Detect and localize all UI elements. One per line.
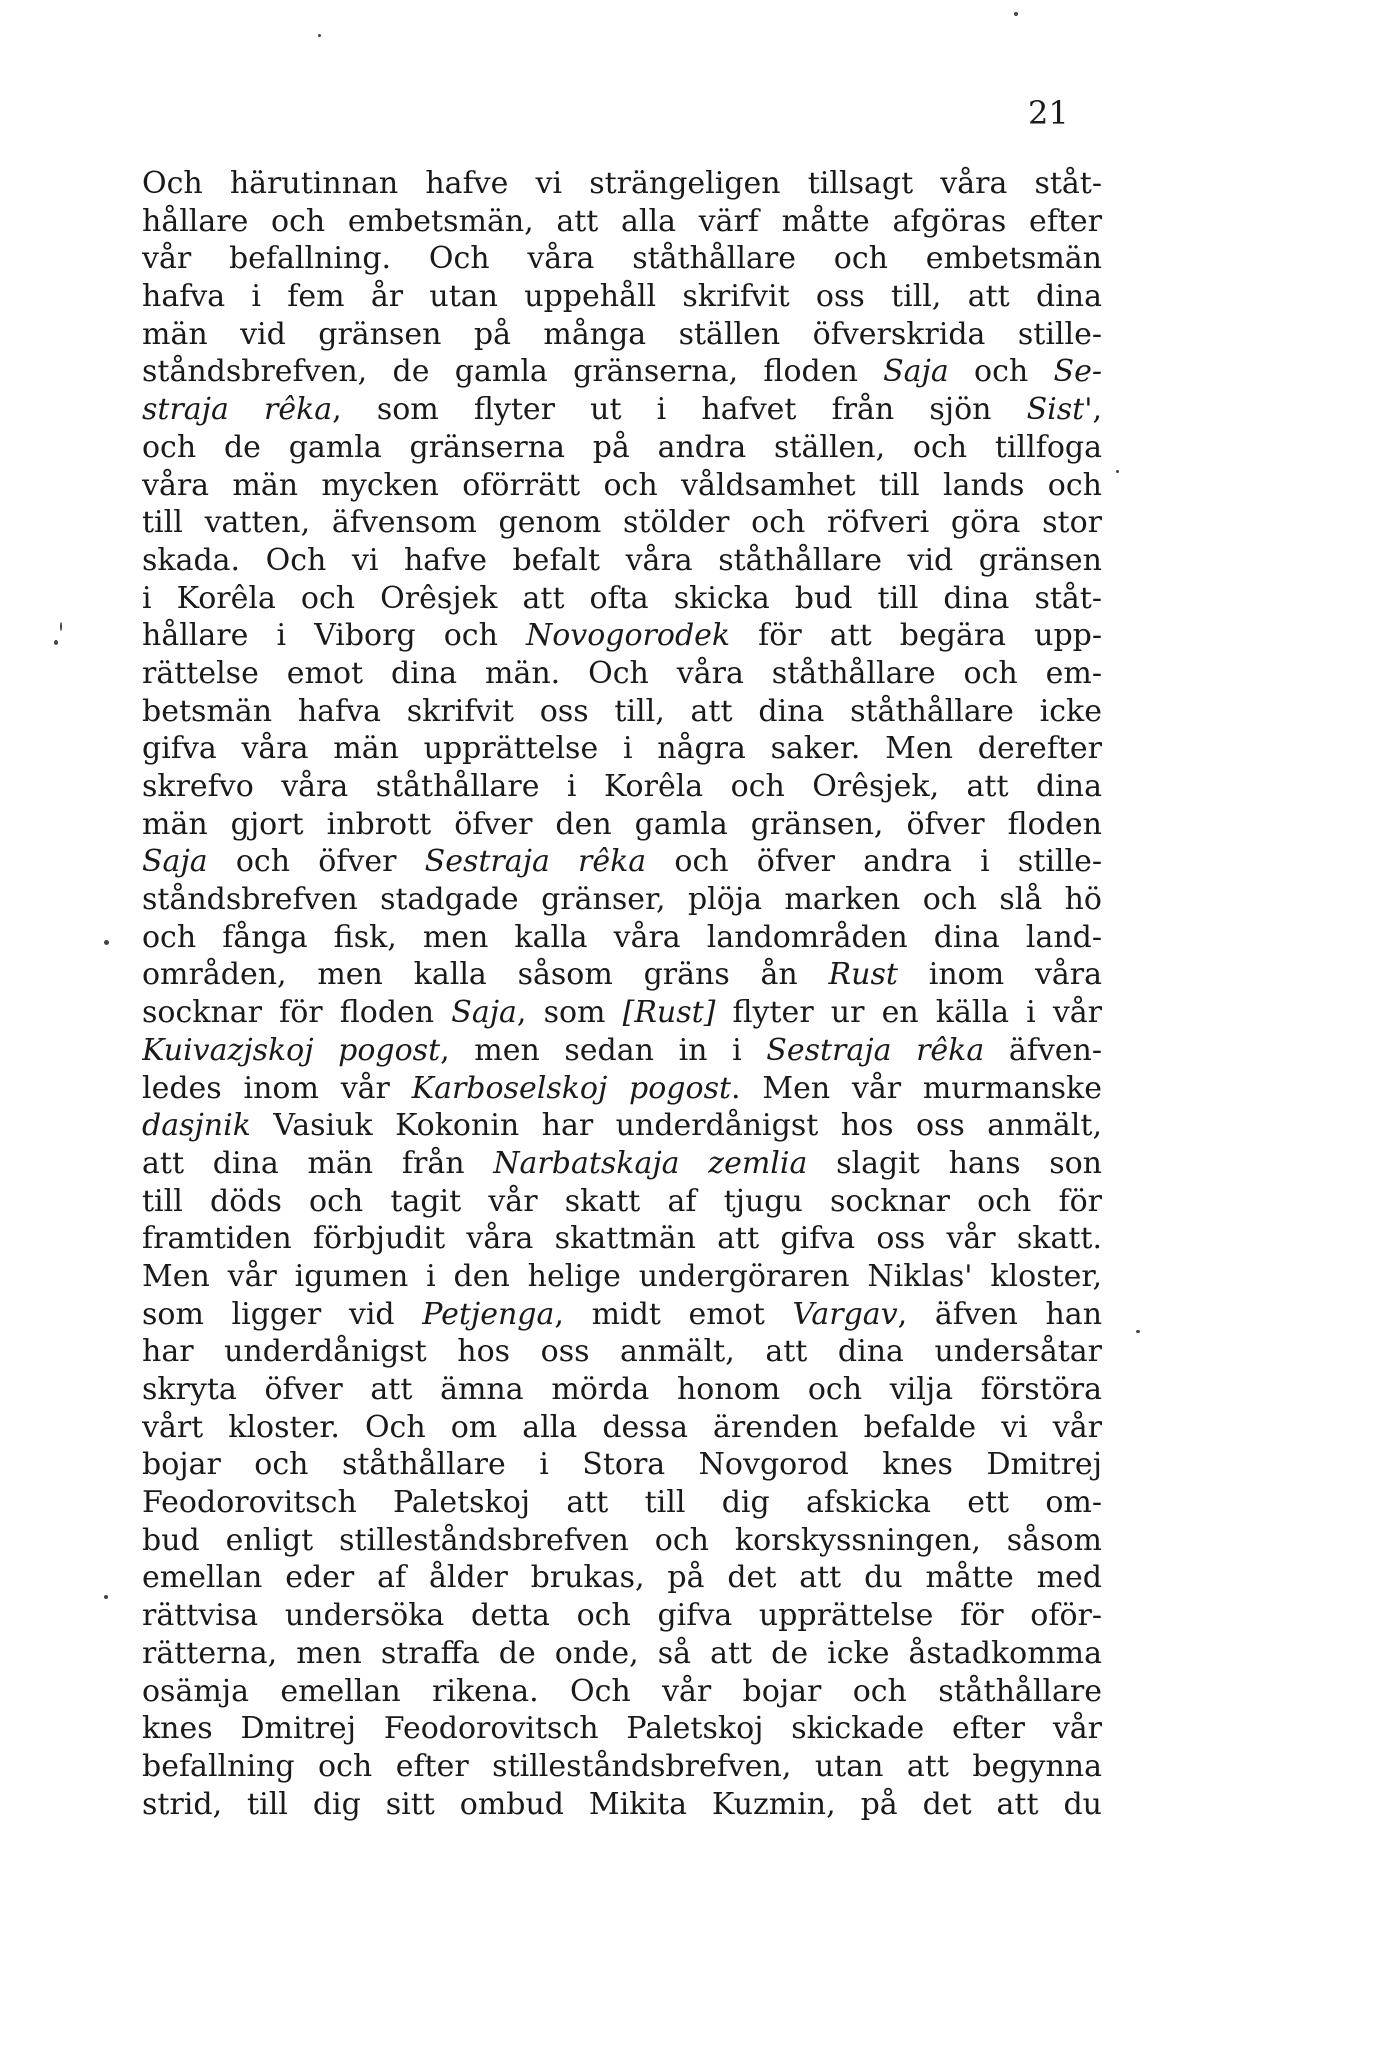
text-line [142, 1409, 1102, 1447]
text-line [142, 617, 1102, 655]
italic-term: dasjnik [142, 1108, 251, 1144]
italic-term: Vargav [792, 1296, 898, 1332]
text-segment: osämja emellan rikena. Och vår bojar och ståthållare [142, 1673, 1102, 1709]
text-line [142, 1673, 1102, 1711]
text-segment: Vasiuk Kokonin har underdånigst hos oss anmält, [250, 1108, 1102, 1144]
italic-term: Sestraja rêka [766, 1032, 985, 1068]
text-line [142, 1635, 1102, 1673]
text-line [142, 1258, 1102, 1296]
text-segment: . Men vår murmanske [731, 1070, 1102, 1106]
scan-speck [54, 640, 58, 645]
text-line [142, 1597, 1102, 1635]
scan-speck [1014, 12, 1018, 16]
text-segment: skada. Och vi hafve befalt våra ståthållare vid gränsen [142, 542, 1102, 578]
text-segment: , men sedan in i [440, 1032, 767, 1068]
scan-speck [104, 940, 109, 945]
text-line [142, 806, 1102, 844]
text-segment: män vid gränsen på många ställen öfverskrida stille- [142, 316, 1102, 352]
text-segment: betsmän hafva skrifvit oss till, att dina ståthållare icke [142, 693, 1102, 729]
scan-speck [1116, 470, 1119, 473]
text-line [142, 1748, 1102, 1786]
text-segment: hafva i fem år utan uppehåll skrifvit oss till, att dina [142, 279, 1102, 315]
text-segment: , [1092, 392, 1102, 428]
text-segment: och [948, 354, 1054, 390]
text-segment: för att begära upp- [730, 618, 1102, 654]
italic-term: Petjenga [422, 1296, 555, 1332]
italic-term: Narbatskaja zemlia [493, 1145, 808, 1181]
text-segment: bojar och ståthållare i Stora Novgorod knes Dmitrej [142, 1447, 1102, 1483]
text-line [142, 1333, 1102, 1371]
italic-term: Saja [142, 844, 208, 880]
italic-term: Rust [828, 957, 898, 993]
text-line [142, 1296, 1102, 1334]
text-line [142, 1484, 1102, 1522]
text-segment: våra män mycken oförrätt och våldsamhet till lands och [142, 467, 1102, 503]
text-segment: , äfven han [897, 1296, 1102, 1332]
text-segment: och öfver andra i stille- [646, 844, 1102, 880]
text-line [142, 278, 1102, 316]
text-segment: och öfver [207, 844, 425, 880]
text-segment: äfven- [984, 1032, 1102, 1068]
text-segment: rättvisa undersöka detta och gifva upprättelse för oför- [142, 1598, 1102, 1634]
text-line [142, 316, 1102, 354]
text-segment: har underdånigst hos oss anmält, att dina undersåtar [142, 1334, 1102, 1370]
text-segment: och fånga fisk, men kalla våra landområden dina land- [142, 919, 1102, 955]
text-segment: , som [516, 995, 623, 1031]
italic-term: Sist' [1026, 392, 1093, 428]
text-segment: områden, men kalla såsom gräns ån [142, 957, 829, 993]
text-segment: socknar för floden [142, 995, 452, 1031]
text-line [142, 768, 1102, 806]
text-segment: och de gamla gränserna på andra ställen, och tillfoga [142, 429, 1102, 465]
text-segment: vårt kloster. Och om alla dessa ärenden befalde vi vår [142, 1409, 1102, 1445]
text-line [142, 956, 1102, 994]
text-line [142, 881, 1102, 919]
text-segment: emellan eder af ålder brukas, på det att du måtte med [142, 1560, 1102, 1596]
text-segment: som ligger vid [142, 1296, 423, 1332]
text-segment: knes Dmitrej Feodorovitsch Paletskoj skickade efter vår [142, 1711, 1102, 1747]
text-segment: ledes inom vår [142, 1070, 412, 1106]
text-segment: , som flyter ut i hafvet från sjön [332, 392, 1027, 428]
italic-term: Saja [451, 995, 517, 1031]
body-text [142, 165, 1102, 1823]
text-line [142, 542, 1102, 580]
italic-term: Kuivazjskoj pogost [142, 1032, 441, 1068]
text-line [142, 1371, 1102, 1409]
text-segment: rätterna, men straffa de onde, så att de icke åstadkomma [142, 1635, 1102, 1671]
text-segment: till döds och tagit vår skatt af tjugu socknar och för [142, 1183, 1102, 1219]
page-number: 21 [1028, 94, 1069, 132]
text-line [142, 391, 1102, 429]
text-line [142, 994, 1102, 1032]
text-segment: Och härutinnan hafve vi strängeligen tillsagt våra ståt- [142, 166, 1102, 201]
italic-term: Sestraja rêka [424, 844, 647, 880]
text-line [142, 843, 1102, 881]
text-segment: Men vår igumen i den helige undergöraren Niklas' kloster, [142, 1258, 1102, 1294]
text-segment: till vatten, äfvensom genom stölder och röfveri göra stor [142, 505, 1102, 541]
text-segment: befallning och efter stilleståndsbrefven, utan att begynna [142, 1748, 1102, 1784]
italic-term: Se- [1053, 354, 1102, 390]
text-line [142, 730, 1102, 768]
scan-speck [104, 1595, 108, 1599]
italic-term: straja rêka [142, 392, 333, 428]
text-segment: rättelse emot dina män. Och våra ståthållare och em- [142, 655, 1102, 691]
text-segment: bud enligt stilleståndsbrefven och korskyssningen, såsom [142, 1522, 1102, 1558]
text-line [142, 919, 1102, 957]
scan-speck [318, 34, 321, 37]
text-line [142, 504, 1102, 542]
text-line [142, 1559, 1102, 1597]
text-segment: gifva våra män upprättelse i några saker. Men derefter [142, 731, 1102, 767]
text-segment: skrefvo våra ståthållare i Korêla och Orêsjek, att dina [142, 769, 1102, 804]
text-line [142, 1032, 1102, 1070]
text-line [142, 1183, 1102, 1221]
text-segment: , midt emot [554, 1296, 793, 1332]
text-segment: hållare och embetsmän, att alla värf måtte afgöras efter [142, 203, 1102, 239]
text-segment: framtiden förbjudit våra skattmän att gifva oss vår skatt. [142, 1221, 1102, 1257]
scan-speck [1136, 1330, 1140, 1333]
text-segment: män gjort inbrott öfver den gamla gränsen, öfver floden [142, 806, 1102, 842]
scan-speck [60, 622, 62, 631]
text-line [142, 693, 1102, 731]
text-line [142, 165, 1102, 203]
text-line [142, 1145, 1102, 1183]
italic-term: Karboselskoj pogost [411, 1070, 732, 1106]
text-line [142, 1446, 1102, 1484]
text-line [142, 353, 1102, 391]
text-line [142, 1786, 1102, 1824]
text-segment: inom våra [897, 957, 1102, 993]
text-segment: flyter ur en källa i vår [715, 995, 1102, 1031]
text-segment: slagit hans son [807, 1145, 1102, 1181]
text-segment: ståndsbrefven, de gamla gränserna, floden [142, 354, 884, 390]
text-segment: vår befallning. Och våra ståthållare och embetsmän [142, 241, 1102, 277]
text-segment: Feodorovitsch Paletskoj att till dig afskicka ett om- [142, 1485, 1102, 1521]
text-line [142, 429, 1102, 467]
text-segment: skryta öfver att ämna mörda honom och vilja förstöra [142, 1372, 1102, 1407]
text-line [142, 240, 1102, 278]
text-line [142, 1220, 1102, 1258]
text-line [142, 467, 1102, 505]
text-segment: att dina män från [142, 1145, 494, 1181]
text-line [142, 1710, 1102, 1748]
text-segment: hållare i Viborg och [142, 618, 526, 654]
italic-term: [Rust] [622, 995, 716, 1031]
italic-term: Saja [883, 354, 949, 390]
text-line [142, 1070, 1102, 1108]
text-segment: strid, till dig sitt ombud Mikita Kuzmin, på det att du [142, 1786, 1102, 1822]
text-line [142, 1522, 1102, 1560]
text-line [142, 580, 1102, 618]
text-line [142, 203, 1102, 241]
text-segment: ståndsbrefven stadgade gränser, plöja marken och slå hö [142, 882, 1102, 918]
italic-term: Novogorodek [525, 618, 731, 654]
text-segment: i Korêla och Orêsjek att ofta skicka bud till dina ståt- [142, 580, 1102, 616]
text-line [142, 1107, 1102, 1145]
text-line [142, 655, 1102, 693]
